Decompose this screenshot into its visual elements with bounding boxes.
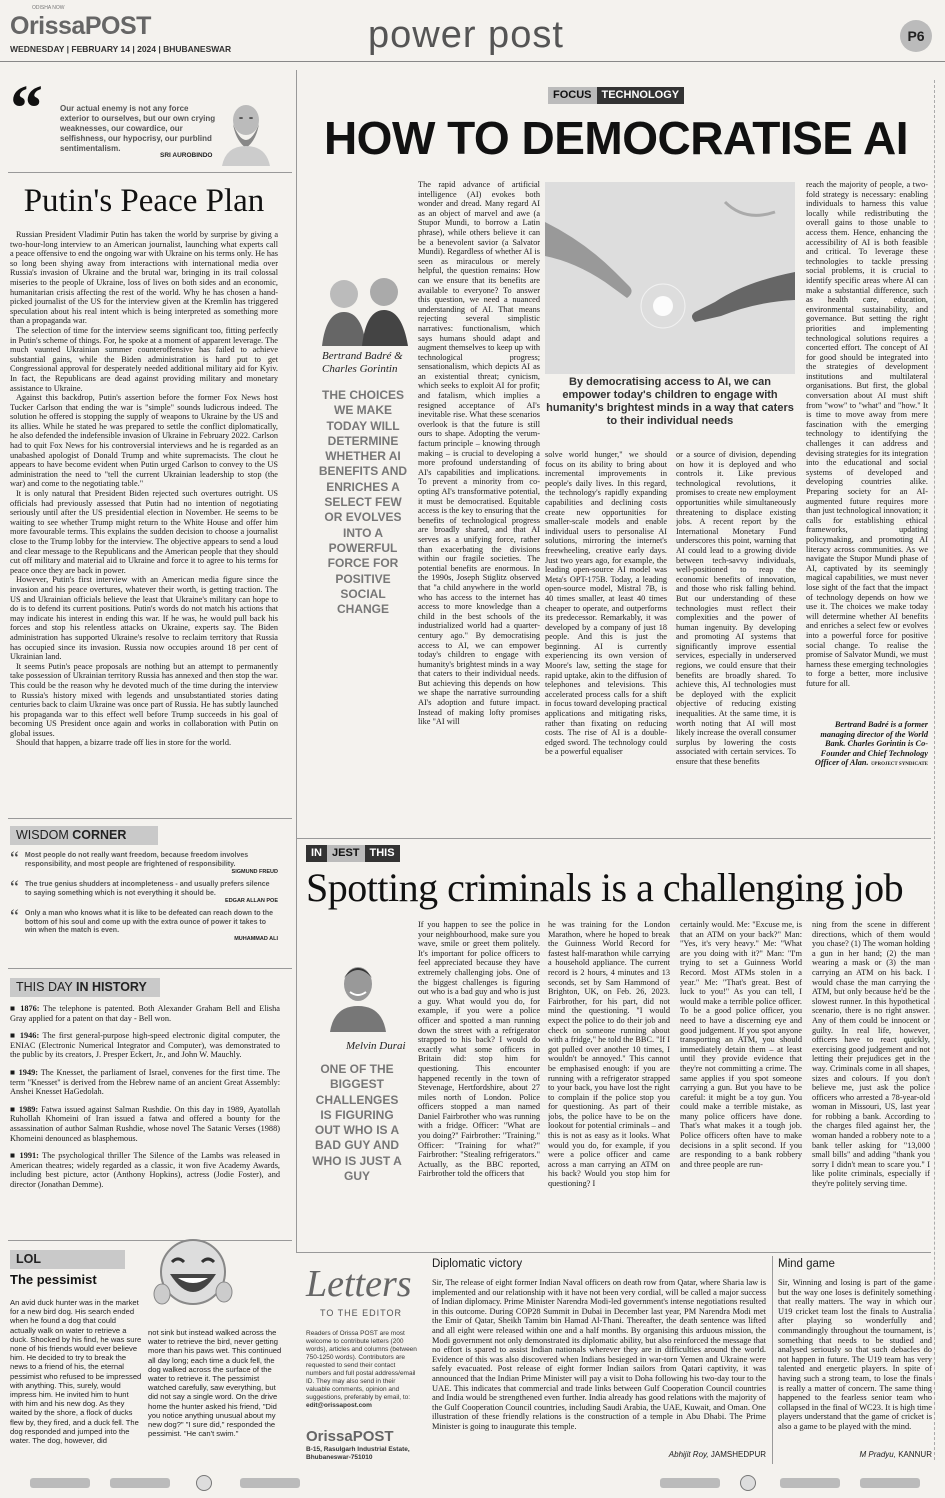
jest-column-4: ning from the scene in different directions, which of them would you chase? (1) The woman holding a gun in her hand; (2) the man wearing a mask or (3) the man carrying an ATM on his back. I would chase the man carrying the ATM, but only because he'd be the slowest runner. In this hypothetical scenario, there is no right answer. Any of them could be innocent or guilty. In real life, however, officers have to react quickly, exercising good judgement and not letting their prejudices get in the way. Criminals come in all shapes, sizes and colours. If you don't believe me, just ask the police officers who arrested a 78-year-old woman in Missouri, US, last year for robbing a bank. According to the charges filed against her, the woman handed a robbery note to a bank teller asking for "13,000 small bills" and adding "thank you sorry I didn't mean to scare you." I like polite criminals, especially if they're politely serving time.	[812, 920, 930, 1189]
jest-tag	[306, 843, 400, 862]
column-divider	[296, 70, 297, 1252]
editorial-body	[10, 230, 278, 790]
letter2-body: Sir, Winning and losing is part of the game but the way one loses is definitely something that really matters. The way in which our U19 cricket team lost the finals to Australia after playing so wonderfully and commandingly throughout the tournament, is something that needs to be studied and analysed seriously so that such debacles do not happen in future. The U19 team has very talented and energetic players. In spite of having such a strong team, to lose the finals is really a matter of concern. The same thing happened to the fearless senior team who collapsed in the final of WC23. It is high time players understand that the game of cricket is also a game to be played with the mind.	[778, 1278, 932, 1431]
editorial-headline: Putin's Peace Plan	[23, 183, 265, 219]
logo-tagline: ODISHA NOW	[32, 5, 65, 11]
margin-guide	[934, 80, 942, 1460]
history-list	[10, 1004, 280, 1190]
wisdom-item	[10, 877, 278, 904]
wisdom-heading-b: CORNER	[72, 828, 127, 842]
history-heading	[10, 978, 160, 997]
history-year: 1876:	[20, 1004, 40, 1013]
history-text: The telephone is patented. Both Alexander Graham Bell and Elisha Gray applied for a patent on that day - Bell won.	[10, 1004, 280, 1023]
column-divider	[772, 1256, 773, 1464]
bio-text: Bertrand Badré is a former managing director of the World Bank. Charles Gorintin is Co-Founder and Chief Technology Officer of Alan.	[814, 720, 928, 768]
wisdom-item	[10, 906, 278, 942]
lol-column-2: not sink but instead walked across the water to retrieve the bird, never getting more than his paws wet. This continued all day long; each time a duck fell, the dog walked across the surface of the water to retrieve it. The pessimist watched carefully, saw everything, but did not say a single word. On the drive home the hunter asked his friend, "Did you notice anything unusual about my new dog?" "I sure did," responded the pessimist. "He can't swim."	[148, 1328, 282, 1439]
quote-mark-icon: “	[10, 906, 19, 928]
letters-subheading: TO THE EDITOR	[320, 1308, 403, 1318]
registration-mark	[30, 1478, 90, 1488]
feature-column-1: The rapid advance of artificial intelligence (AI) evokes both wonder and dread. Many regard AI as an object of marvel and awe (a Stupor Mundi, to borrow a Latin phrase), while others believe it can be a benevolent savior (a Salvator Mundi). Regardless of whether AI is seen as miraculous or merely helpful, the question remains: How can we ensure that its benefits are available to everyone? To answer this question, we need a nuanced understanding of AI. That means rejecting several simplistic narratives: functionalism, which says humans should adapt and augment themselves to keep up with technological progress; sensationalism, which depicts AI as an existential threat; cynicism, which seeks to exploit AI for profit; and fatalism, which implies a resigned acceptance of AI's inevitable rise. What these scenarios overlook is that the future is still ours to shape. Adopting the verum-factum principle – knowing through making – is crucial to developing a more profound understanding of AI's capabilities and implications. To prevent a minority from co-opting AI's transformative potential, it must be democratised. Equitable access is the key to ensuring that the benefits of technological progress are broadly shared, and that AI serves as a unifying force, rather than exacerbating the divisions within our fragile societies. The potential benefits are enormous. In the 1990s, Joseph Stiglitz observed that "a child anywhere in the world who has access to the internet has access to more knowledge than a child in the best schools of the industrialized world had a quarter-century ago." By democratising access to AI, we can empower today's children to engage with humanity's brightest minds in a way that caters to their individual needs. But achieving this depends on how we shape the narrative surrounding AI's adoption and future impact. Instead of making lofty promises like "AI will	[418, 180, 540, 727]
section-divider	[296, 838, 931, 839]
editorial-paragraph: Russian President Vladimir Putin has taken the world by surprise by giving a two-hour-long interview to an American journalist, launching what experts call a peace offensive to end the ongoing war with Ukraine on his terms only. He has so long been shying away from interactions with international media over Russia's invasion of Ukraine and the brutal war, bringing in its trail colossal miseries to the people of Ukraine, loss of lives on both sides and an economic, humanitarian crisis affecting the rest of the world. Why he has chosen a hand-picked journalist of the US for the interview given at the Kremlin has triggered speculation about his real intent which is being interpreted as something more than a propaganda war.	[10, 230, 278, 326]
history-text: The Knesset, the parliament of Israel, convenes for the first time. The term "Knesset" is derived from the Hebrew name of an ancient Great Assembly: Anshei Knesset HaGedolah.	[10, 1067, 280, 1097]
feature-column-4: reach the majority of people, a two-fold strategy is necessary: enabling individuals to harness this value locally while redistributing the overall gains to those unable to access them. Hence, enhancing the accessibility of AI is both feasible and critical. To leverage these technologies to tackle pressing social problems, it is crucial to identify specific areas where AI can make a substantial difference, such as health care, education, environmental sustainability, and governance. But setting the right priorities and implementing technological solutions requires a concerted effort. The concept of AI for good should be integrated into the strategies of development institutions and multilateral organisations. But first, the global conversation about AI must shift from "wow" to "what" and "how." It is time to move away from mere fascination with the emerging technology to identifying the challenges it can address and devising strategies for its integration into the educational and social systems of developed and developing countries alike. Preparing society for an AI-augmented future requires more than just technological innovation; it calls for establishing ethical frameworks, updating policymaking, and promoting AI literacy across communities. As we navigate the Stupor Mundi phase of AI, captivated by its seemingly magical capabilities, we must never lose sight of the fact that the impact of technology depends on how we use it. The choices we make today will determine whether AI benefits and enriches a select few or evolves into a powerful force for positive social change. To realise the promise of Salvator Mundi, we must harness these emerging technologies to forge a better, more inclusive future for all.	[806, 180, 928, 688]
author-photo-icon	[326, 956, 390, 1032]
letter1-body: Sir, The release of eight former Indian Naval officers on death row from Qatar, where Sharia law is implemented and our relationship with it have not been very cordial, will be called a major success of Indian diplomacy. Prime Minister Narendra Modi-led government's intense negotiations resulted in this outcome. During COP28 Summit in Dubai in December last year, PM Narendra Modi met the Emir of Qatar, Sheikh Tamim bin Hamad Al-Thani. Thereafter, the death sentence was lifted and all eight were released within one and a half months. By organising this arduous mission, the Modi government not only demonstrated its diplomatic ability, but also reinforced the message that no effort is spared to assist Indian nationals wherever they are in difficulties around the world. Evidence of this was also discovered when Indians besieged in war-torn Yemen and Ukraine were safely evacuated. Post release of eight former Indian sailors from Qatari captivity, it was announced that the Indian Prime Minister will pay a visit to Doha following his two-day tour to the UAE. This indicates that commercial and trade links between Gulf Cooperation Council countries and India would be strengthened even further. India already has good relations with the majority of the Gulf Cooperation Council countries, including Saudi Arabia, the UAE, Kuwait, and Oman. One illustration of these friendly relations is the construction of a temple in Abu Dhabi. The Prime Minister is going to inaugurate this temple.	[432, 1278, 766, 1431]
feature-pullquote: THE CHOICES WE MAKE TODAY WILL DETERMINE WHETHER AI BENEFITS AND ENRICHES A SELECT FEW OR EVOLVES INTO A POWERFUL FORCE FOR POSITIVE SOCIAL CHANGE	[318, 388, 408, 617]
feature-column-3: or a source of division, depending on how it is deployed and who controls it. Like previous technological revolutions, it promises to create new employment opportunities while simultaneously threatening to displace existing jobs. A recent report by the International Monetary Fund underscores this point, warning that AI could lead to a growing divide between tech-savvy individuals, well-positioned to reap the economic benefits of innovation, and those who risk falling behind. But our understanding of these technologies must reflect their complexities and the power of human ingenuity. By developing and promoting AI systems that significantly improve essential services, especially in underserved regions, we could ensure that their benefits are broadly shared. To achieve this, AI technologies must be deployed with the explicit objective of reducing existing inequalities. At the same time, it is worth noting that AI will most likely increase the overall consumer surplus by lowering the costs associated with certain services. To ensure that these benefits	[676, 450, 796, 766]
masthead	[0, 0, 945, 62]
wisdom-entry	[25, 881, 278, 904]
history-text: The first general-purpose high-speed electronic digital computer, the ENIAC (Electronic Numerical Integrator and Computer), was demonstrated to the public by its creators, J. Presper Eckert, Jr., and John W. Mauchly.	[10, 1031, 280, 1060]
lol-heading: LOL	[10, 1250, 125, 1269]
feature-column-2: solve world hunger," we should focus on its ability to bring about incremental improvements in people's daily lives. In this regard, the technology's rapidly expanding capabilities and declining costs create new opportunities for smaller-scale models and enable individual users to personalise AI solutions, mirroring the internet's freewheeling, creative early days. Just two years ago, for example, the leading open-source AI model was Meta's OPT-175B. Today, a leading open-source model, Mistral 7B, is 40 times smaller, at least 40 times cheaper to operate, and outperforms its predecessor. Remarkably, it was developed by a company of just 18 people. And this is just the beginning. AI is currently experiencing its own version of Moore's law, setting the stage for rapid uptake, akin to the diffusion of telephones and televisions. This accelerated process calls for a shift in focus toward developing practical applications and mitigating risks, rather than fixating on reducing costs. The rise of AI is a double-edged sword. The technology could be a powerful equaliser	[545, 450, 667, 757]
wisdom-quote: Only a man who knows what it is like to be defeated can reach down to the bottom of his soul and come up with the extra ounce of power it takes to win when the match is even.	[24, 910, 274, 934]
registration-mark	[660, 1478, 720, 1488]
wisdom-author: EDGAR ALLAN POE	[225, 898, 278, 904]
quote-mark-icon: “	[10, 877, 19, 899]
history-heading-a: THIS DAY	[16, 980, 76, 994]
section-divider	[8, 172, 292, 173]
letters-info	[306, 1330, 418, 1410]
quote-mark-icon: “	[10, 848, 19, 870]
feature-bio	[806, 720, 928, 770]
wisdom-quote: The true genius shudders at incompleteness - and usually prefers silence to saying something which is not everything it should be.	[24, 881, 270, 897]
newspaper-logo[interactable]: OrissaPOST	[10, 12, 151, 40]
laughing-emoji-icon	[150, 1232, 236, 1314]
registration-mark	[860, 1478, 920, 1488]
jest-headline: Spotting criminals is a challenging job	[306, 865, 904, 910]
editorial-paragraph: Against this backdrop, Putin's assertion before the former Fox News host Tucker Carlson that ending the war is "simple" sounds ludicrous indeed. The solution he offered is stopping the supply of weapons to Ukraine by the US and its allies. While he stated he was prepared to settle the conflict diplomatically, he also defended the indefensible invasion of Ukraine in February 2022. Carlson had to quit Fox News for his controversial interviews and he is regarded as an unabashed apologist of Donald Trump and white supremacists. The clout he appears to have become evident when Putin urged Carlson to convey to the US administration the need to "tell the current Ukrainian leadership to stop (the war) and come to the negotiating table."	[10, 393, 278, 489]
letter2-signature	[778, 1450, 932, 1459]
sage-portrait-icon	[216, 96, 276, 166]
wisdom-list	[10, 848, 278, 942]
quote-text: Our actual enemy is not any force exterior to ourselves, but our own crying weaknesses, our cowardice, our selfishness, our hypocrisy, our purblind sentimentalism.	[60, 104, 216, 153]
history-year: 1949:	[18, 1067, 39, 1077]
sig-place: KANNUR	[895, 1450, 932, 1459]
lol-column-1: An avid duck hunter was in the market for a new bird dog. His search ended when he found a dog that could actually walk on water to retrieve a duck. Shocked by his find, he was sure none of his friends would ever believe him. He decided to try to break the news to a friend of his, the eternal pessimist who refused to be impressed with anything. This, surely, would impress him. He invited him to hunt with him and his new dog. As they waited by the shore, a flock of ducks flew by, they fired, and a duck fell. The dog responded and jumped into the water. The dog, however, did	[10, 1298, 142, 1446]
jest-byline: Melvin Durai	[346, 1040, 406, 1052]
history-item: ■ 1946: The first general-purpose high-speed electronic digital computer, the ENIAC (Electronic Numerical Integrator and Computer), was demonstrated to the public by its creators, J. Presper Eckert, Jr., and John W. Mauchly.	[10, 1031, 280, 1060]
wisdom-author: MUHAMMAD ALI	[234, 935, 278, 942]
sig-name: M Pradyu,	[859, 1450, 896, 1459]
wisdom-author: SIGMUND FREUD	[231, 869, 278, 875]
history-heading-b: IN HISTORY	[75, 980, 147, 994]
wisdom-entry	[25, 852, 278, 875]
registration-mark	[110, 1478, 170, 1488]
letters-heading: Letters	[306, 1263, 412, 1305]
crop-mark-icon	[740, 1475, 756, 1491]
tag-in: IN	[306, 845, 327, 862]
quote-mark-icon: “	[10, 72, 43, 145]
wisdom-heading-a: WISDOM	[16, 828, 73, 842]
jest-column-1: If you happen to see the police in your neighbourhood, make sure you wave, smile or greet them politely. It's important for police officers to feel appreciated because they have extremely challenging jobs. One of the biggest challenges is figuring out who is a bad guy and who is just a guy. What would you do, for example, if you were a police officer and spotted a man running down the street with a refrigerator strapped to his back? I would do exactly what some officers in Britain did: stop him for questioning. This encounter happened recently in the town of Stevenage, Hertfordshire, about 27 miles north of London. Police officers stopped a man named Daniel Fairbrother who was running with a fridge. Officer: "What are you doing?" Fairbrother: "Training." Officer: "Training for what?" Fairbrother: "Stealing refrigerators." Actually, as the BBC reported, Fairbrother told the officers that	[418, 920, 540, 1179]
feature-tag	[548, 85, 684, 104]
credit: ©PROJECT SYNDICATE	[870, 762, 928, 768]
letter1-signature	[600, 1450, 766, 1459]
history-item: ■ 1949: The Knesset, the parliament of Israel, convenes for the first time. The term "Knesset" is derived from the Hebrew name of an ancient Great Assembly: Anshei Knesset HaGedolah.	[10, 1067, 280, 1097]
author-photos-icon	[322, 268, 408, 346]
history-year: 1991:	[19, 1151, 39, 1161]
quote-author: SRI AUROBINDO	[160, 152, 213, 159]
feature-byline: Bertrand Badré & Charles Gorintin	[322, 350, 403, 375]
letters-email-link[interactable]: edit@orissapost.com	[306, 1402, 372, 1409]
history-year: 1946:	[19, 1031, 40, 1041]
registration-mark	[780, 1478, 840, 1488]
letters-info-text: Readers of Orissa POST are most welcome to contribute letters (200 words), articles and columns (between 750-1250 words). Contributors are requested to send their contact numbers and full postal address/email ID. They may also send in their valuable comments, opinion and suggestions, preferably by email, to:	[306, 1330, 417, 1401]
section-divider	[296, 1252, 931, 1253]
history-year: 1989:	[18, 1104, 39, 1114]
feature-headline: HOW TO DEMOCRATISE AI	[323, 112, 909, 164]
tag-jest: JEST	[327, 845, 365, 862]
crop-mark-icon	[196, 1475, 212, 1491]
editorial-paragraph: However, Putin's first interview with an American media figure since the invasion and his peace overtures, whatever their worth, is getting traction. The US and Ukrainian officials believe the least that Ukraine's military can hope to do is to defend its current positions. Putin's words do not match his actions that may indicate his interest in ending this war. If he was, he would pull back his forces and stop his relentless attacks on Ukraine, experts say. The Biden administration has supported Ukraine's resolve to reclaim territory that Russia has occupied since its invasion. Russia now occupies around 18 per cent of Ukrainian land.	[10, 575, 278, 662]
feature-caption: By democratising access to AI, we can empower today's children to engage with humanity's brightest minds in a way that caters to their individual needs	[546, 376, 794, 427]
editorial-paragraph: The selection of time for the interview seems significant too, fitting perfectly in Putin's scheme of things. For, he spoke at a moment of apparent leverage. The much vaunted Ukrainian summer counteroffensive has failed to achieve substantial gains, while the Biden administration is hard put to get Congressional approval for desperately needed additional military aid for Kyiv. In fact, the Republicans are dead against providing military and monetary assistance to Ukraine.	[10, 325, 278, 393]
sig-name: Abhijit Roy,	[668, 1450, 709, 1459]
section-divider	[8, 818, 292, 819]
history-item: ■ 1876: The telephone is patented. Both Alexander Graham Bell and Elisha Gray applied for a patent on that day - Bell won.	[10, 1004, 280, 1023]
wisdom-item	[10, 848, 278, 875]
letter2-title: Mind game	[778, 1258, 835, 1270]
jest-column-3: certainly would. Me: "Excuse me, is that an ATM on your back?" Man: "Yes, it's very heavy." Me: "What are you doing with it?" Man: "I'm trying to set a Guinness World Record. Most ATMs stolen in a year." Me: "That's great. Best of luck to you!" As you can tell, I would make a terrible police officer. To be a good police officer, you need to have a discerning eye and good judgement. If you spot anyone transporting an ATM, you should immediately detain them – at least until they provide evidence that they're not committing a crime. The same applies if you spot someone carrying a gun. But you have to be careful: it might be a toy gun. You could make a terrible mistake, as many police officers have done. That's what makes it a tough job. Police officers often have to make decisions in a split second. If you are responding to a bank robbery and three people are run-	[680, 920, 802, 1169]
wisdom-quote: Most people do not really want freedom, because freedom involves responsibility, and most people are frightened of responsibility.	[24, 852, 249, 868]
history-item: ■ 1989: Fatwa issued against Salman Rushdie. On this day in 1989, Ayatollah Ruhollah Khomeini of Iran issued a fatwa and offered a bounty for the assassination of author Salman Rushdie, whose novel The Satanic Verses (1988) Khomeini denounced as blasphemous.	[10, 1104, 280, 1143]
letter1-title: Diplomatic victory	[432, 1258, 523, 1270]
tag-focus: FOCUS	[548, 87, 597, 104]
tag-technology: TECHNOLOGY	[597, 87, 685, 104]
registration-mark	[240, 1478, 300, 1488]
section-title: power post	[368, 14, 564, 56]
sig-place: JAMSHEDPUR	[708, 1450, 766, 1459]
letters-logo: OrissaPOST	[306, 1428, 394, 1445]
editorial-paragraph: It seems Putin's peace proposals are nothing but an attempt to permanently take possession of Ukrainian territory Russia has annexed and then stop the war. This could be the reason why he devoted much of the time during the interview to Russia's history mixed with legends and unsubstantiated stories dating centuries back to claim Ukraine was once part of Russia. He has subtly launched his propaganda war to this effect well before Trump succeeds in his goal of becoming US President once again and works in collaboration with Putin on global issues.	[10, 661, 278, 738]
dateline: WEDNESDAY | FEBRUARY 14 | 2024 | BHUBANESWAR	[10, 44, 232, 54]
jest-pullquote: ONE OF THE BIGGEST CHALLENGES IS FIGURING OUT WHO IS A BAD GUY AND WHO IS JUST A GUY	[312, 1062, 402, 1184]
robot-hand-illustration	[545, 182, 795, 374]
history-text: Fatwa issued against Salman Rushdie. On this day in 1989, Ayatollah Ruhollah Khomeini of Iran issued a fatwa and offered a bounty for the assassination of author Salman Rushdie, whose novel The Satanic Verses (1988) Khomeini denounced as blasphemous.	[10, 1104, 280, 1143]
editorial-paragraph: Should that happen, a bizarre trade off lies in store for the world.	[16, 738, 232, 748]
jest-column-2: he was training for the London Marathon, where he hoped to break the Guinness World Record for fastest half-marathon while carrying a household appliance. The current record is 2 hours, 4 minutes and 13 seconds, set by Sam Hammond of Brighton, UK, on Feb. 26, 2023. Fairbrother, for his part, did not mind the questioning. "I would expect the police to do their job and check on someone running about with a fridge," he told the BBC. "If I got pulled over another 10 times, I wouldn't be annoyed." This cannot be emphasised enough: if you are running with a refrigerator strapped to your back, you have lost the right to complain if the police stop you for questioning. As part of their jobs, the police have to be on the lookout for potential criminals – and this is not as easy as it looks. What would you do, for example, if you were a police officer and came across a man carrying an ATM on his back? Would you stop him for questioning? I	[548, 920, 670, 1189]
letters-address: B-15, Rasulgarh Industrial Estate, Bhubaneswar-751010	[306, 1446, 410, 1461]
history-item: ■ 1991: The psychological thriller The Silence of the Lambs was released in American theatres; widely regarded as a classic, it won five Academy Awards, including best picture, actor (Anthony Hopkins), actress (Jodie Foster), and director (Jonathan Demme).	[10, 1151, 280, 1189]
tag-this: THIS	[365, 845, 400, 862]
wisdom-entry	[25, 910, 278, 942]
wisdom-heading	[10, 826, 158, 845]
page-number-badge: P6	[900, 20, 932, 52]
editorial-paragraph: It is only natural that President Biden rejected such overtures outright. US officials had previously assessed that Putin had no intention of negotiating seriously until after the US presidential election in November. He seems to be waiting to see whether Trump might return to the White House and offer him more favourable terms. This explains the sudden decision to choose a journalist close to the Trump lobby for the interview. The objective appears to send a loud and clear message to the Republicans and the American people that they should cut off military and material aid to Ukraine and force it to agree to his terms for peace once they are back in power.	[10, 489, 278, 575]
history-text: The psychological thriller The Silence of the Lambs was released in American theatres; widely regarded as a classic, it won five Academy Awards, including best picture, actor (Anthony Hopkins), actress (Jodie Foster), and director (Jonathan Demme).	[10, 1151, 280, 1189]
lol-title: The pessimist	[10, 1272, 97, 1287]
section-divider	[8, 968, 292, 969]
